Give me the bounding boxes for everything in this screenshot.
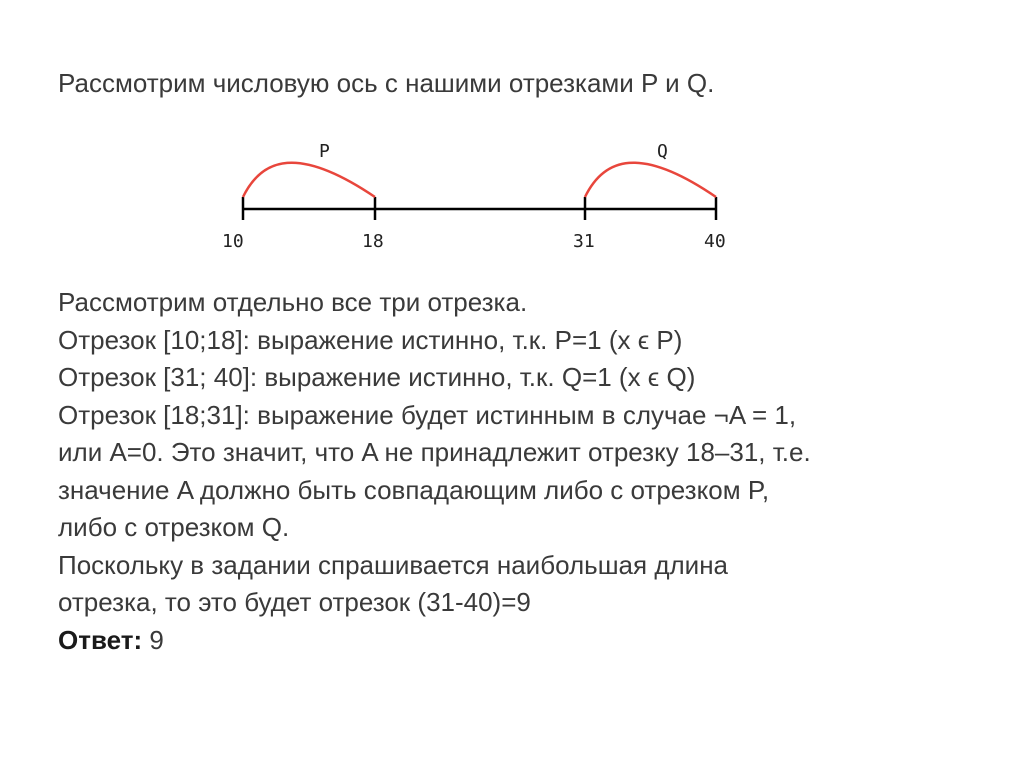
- segment-label-q: Q: [657, 141, 668, 162]
- text-line: Отрезок [18;31]: выражение будет истинным в случае ¬A = 1,: [58, 399, 797, 430]
- text-line: Поскольку в задании спрашивается наибольшая длина: [58, 549, 729, 580]
- text-line: либо с отрезком Q.: [58, 512, 290, 542]
- text-line: Отрезок [10;18]: выражение истинно, т.к. P=1 (x ϵ P): [58, 324, 683, 355]
- answer-label: Ответ:: [58, 624, 143, 655]
- slide-title: Рассмотрим числовую ось с нашими отрезками P и Q.: [58, 68, 715, 98]
- text-line: Отрезок [31; 40]: выражение истинно, т.к. Q=1 (x ϵ Q): [58, 362, 696, 392]
- tick-label-31: 31: [573, 231, 595, 252]
- answer-value: 9: [142, 624, 164, 655]
- text-line: или A=0. Это значит, что A не принадлежит отрезку 18–31, т.е.: [58, 437, 811, 467]
- tick-label-40: 40: [704, 231, 726, 252]
- segment-arc-q: [585, 163, 716, 197]
- text-line: значение A должно быть совпадающим либо с отрезком P,: [58, 474, 770, 505]
- segment-arc-p: [243, 163, 375, 197]
- tick-label-10: 10: [222, 231, 244, 252]
- explanation-text: [58, 284, 998, 659]
- text-line: отрезка, то это будет отрезок (31-40)=9: [58, 587, 531, 617]
- answer-line: [58, 622, 998, 660]
- text-line: Рассмотрим отдельно все три отрезка.: [58, 287, 528, 317]
- tick-label-18: 18: [362, 231, 384, 252]
- segment-label-p: P: [319, 141, 330, 162]
